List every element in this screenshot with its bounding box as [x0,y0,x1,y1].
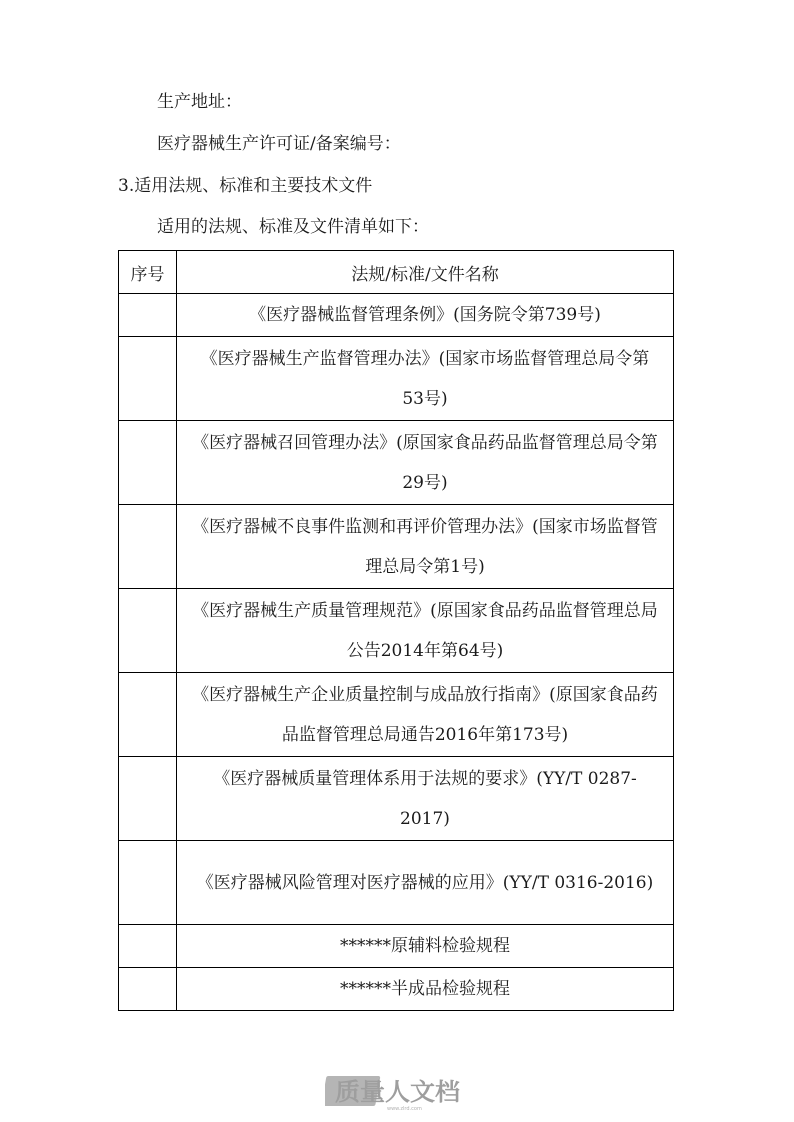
table-row [119,505,674,589]
row-name: 《医疗器械生产监督管理办法》(国家市场监督管理总局令第53号) [177,337,674,421]
watermark-subtext: www.zlrd.com [387,1106,422,1111]
table-row [119,337,674,421]
table-row [119,757,674,841]
row-name: 《医疗器械生产质量管理规范》(原国家食品药品监督管理总局公告2014年第64号) [177,589,674,673]
row-seq [119,673,177,757]
list-intro: 适用的法规、标准及文件清单如下： [157,217,429,237]
row-name: 《医疗器械风险管理对医疗器械的应用》(YY/T 0316-2016) [177,841,674,925]
license-number-label: 医疗器械生产许可证/备案编号： [157,134,401,154]
row-name: 《医疗器械质量管理体系用于法规的要求》(YY/T 0287-2017) [177,757,674,841]
row-seq [119,505,177,589]
row-name: 《医疗器械生产企业质量控制与成品放行指南》(原国家食品药品监督管理总局通告2016年第173号) [177,673,674,757]
table-row [119,294,674,337]
row-name: ******原辅料检验规程 [177,925,674,968]
header-name: 法规/标准/文件名称 [177,251,674,294]
table-row [119,841,674,925]
row-seq [119,757,177,841]
row-seq [119,294,177,337]
header-seq: 序号 [119,251,177,294]
row-seq [119,968,177,1011]
watermark-text: 质量人文档 [335,1078,460,1106]
regulations-table [118,250,674,1011]
row-name: 《医疗器械监督管理条例》(国务院令第739号) [177,294,674,337]
row-seq [119,841,177,925]
watermark-logo [325,1073,465,1111]
table-row [119,925,674,968]
table-row [119,421,674,505]
row-seq [119,589,177,673]
row-name: 《医疗器械召回管理办法》(原国家食品药品监督管理总局令第29号) [177,421,674,505]
production-address-label: 生产地址： [157,92,242,112]
table-header-row [119,251,674,294]
table-row [119,673,674,757]
row-name: ******半成品检验规程 [177,968,674,1011]
table-row [119,589,674,673]
row-seq [119,925,177,968]
table-row [119,968,674,1011]
section-heading: 3.适用法规、标准和主要技术文件 [118,176,373,196]
row-seq [119,337,177,421]
row-seq [119,421,177,505]
row-name: 《医疗器械不良事件监测和再评价管理办法》(国家市场监督管理总局令第1号) [177,505,674,589]
